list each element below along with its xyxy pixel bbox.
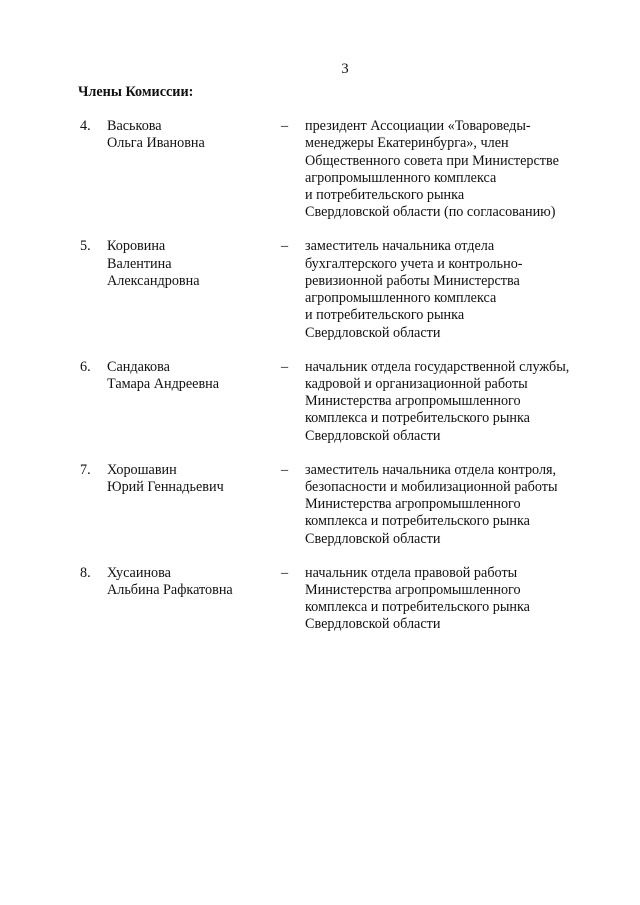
member-position-line: агропромышленного комплекса [305, 169, 497, 186]
member-dash: – [281, 358, 289, 375]
member-name-line: Хорошавин [107, 461, 177, 478]
member-name-line: Хусаинова [107, 564, 171, 581]
member-position-line: агропромышленного комплекса [305, 290, 497, 307]
member-position-line: Свердловской области [305, 324, 441, 341]
member-position-line: Общественного совета при Министерстве [305, 152, 559, 169]
member-dash: – [281, 238, 289, 255]
member-name-line: Васькова [107, 118, 162, 134]
member-position-line: комплекса и потребительского рынка [305, 513, 530, 530]
member-dash: – [281, 118, 289, 134]
member-position-line: начальник отдела правовой работы [305, 564, 518, 581]
member-position [305, 565, 605, 634]
member-number: 7. [80, 461, 91, 478]
member-entry [0, 238, 640, 342]
member-position-line: комплекса и потребительского рынка [305, 410, 530, 427]
page-number: 3 [341, 61, 349, 77]
member-name-line: Александровна [107, 272, 200, 289]
member-name-line: Тамара Андреевна [107, 375, 220, 392]
member-position-line: президент Ассоциации «Товароведы- [305, 118, 531, 134]
member-name [107, 118, 277, 153]
member-position-line: Свердловской области (по согласованию) [305, 204, 556, 221]
section-heading: Члены Комиссии: [78, 84, 194, 100]
member-name-line: Альбина Рафкатовна [107, 581, 233, 598]
member-position-line: безопасности и мобилизационной работы [305, 478, 558, 495]
member-position-line: Свердловской области [305, 427, 441, 444]
member-position-line: Свердловской области [305, 530, 441, 547]
member-number: 8. [80, 564, 91, 581]
member-position-line: ревизионной работы Министерства [305, 272, 520, 289]
member-position-line: и потребительского рынка [305, 307, 465, 324]
member-position-line: заместитель начальника отдела контроля, [305, 461, 557, 478]
member-position [305, 462, 605, 548]
member-dash: – [281, 461, 289, 478]
member-name-line: Ольга Ивановна [107, 135, 205, 152]
members-list [0, 118, 640, 650]
member-position-line: Министерства агропромышленного [305, 393, 521, 410]
member-name [107, 565, 277, 600]
member-position-line: комплекса и потребительского рынка [305, 599, 530, 616]
member-entry [0, 359, 640, 445]
member-entry [0, 118, 640, 222]
member-position [305, 359, 605, 445]
member-position-line: заместитель начальника отдела [305, 238, 495, 255]
member-position [305, 238, 605, 342]
member-position-line: Министерства агропромышленного [305, 581, 521, 598]
member-number: 4. [80, 118, 91, 134]
member-position-line: Свердловской области [305, 616, 441, 633]
member-position-line: кадровой и организационной работы [305, 375, 528, 392]
member-name [107, 359, 277, 394]
member-dash: – [281, 564, 289, 581]
member-name-line: Коровина [107, 238, 166, 255]
member-position-line: менеджеры Екатеринбурга», член [305, 135, 509, 152]
member-name [107, 238, 277, 290]
member-position-line: начальник отдела государственной службы, [305, 358, 570, 375]
member-entry [0, 565, 640, 634]
member-position-line: и потребительского рынка [305, 187, 465, 204]
member-position-line: бухгалтерского учета и контрольно- [305, 255, 523, 272]
member-name-line: Сандакова [107, 358, 170, 375]
member-name-line: Валентина [107, 255, 172, 272]
member-position-line: Министерства агропромышленного [305, 496, 521, 513]
member-number: 6. [80, 358, 91, 375]
member-name-line: Юрий Геннадьевич [107, 478, 224, 495]
member-entry [0, 462, 640, 548]
member-number: 5. [80, 238, 91, 255]
member-position [305, 118, 605, 222]
member-name [107, 462, 277, 497]
